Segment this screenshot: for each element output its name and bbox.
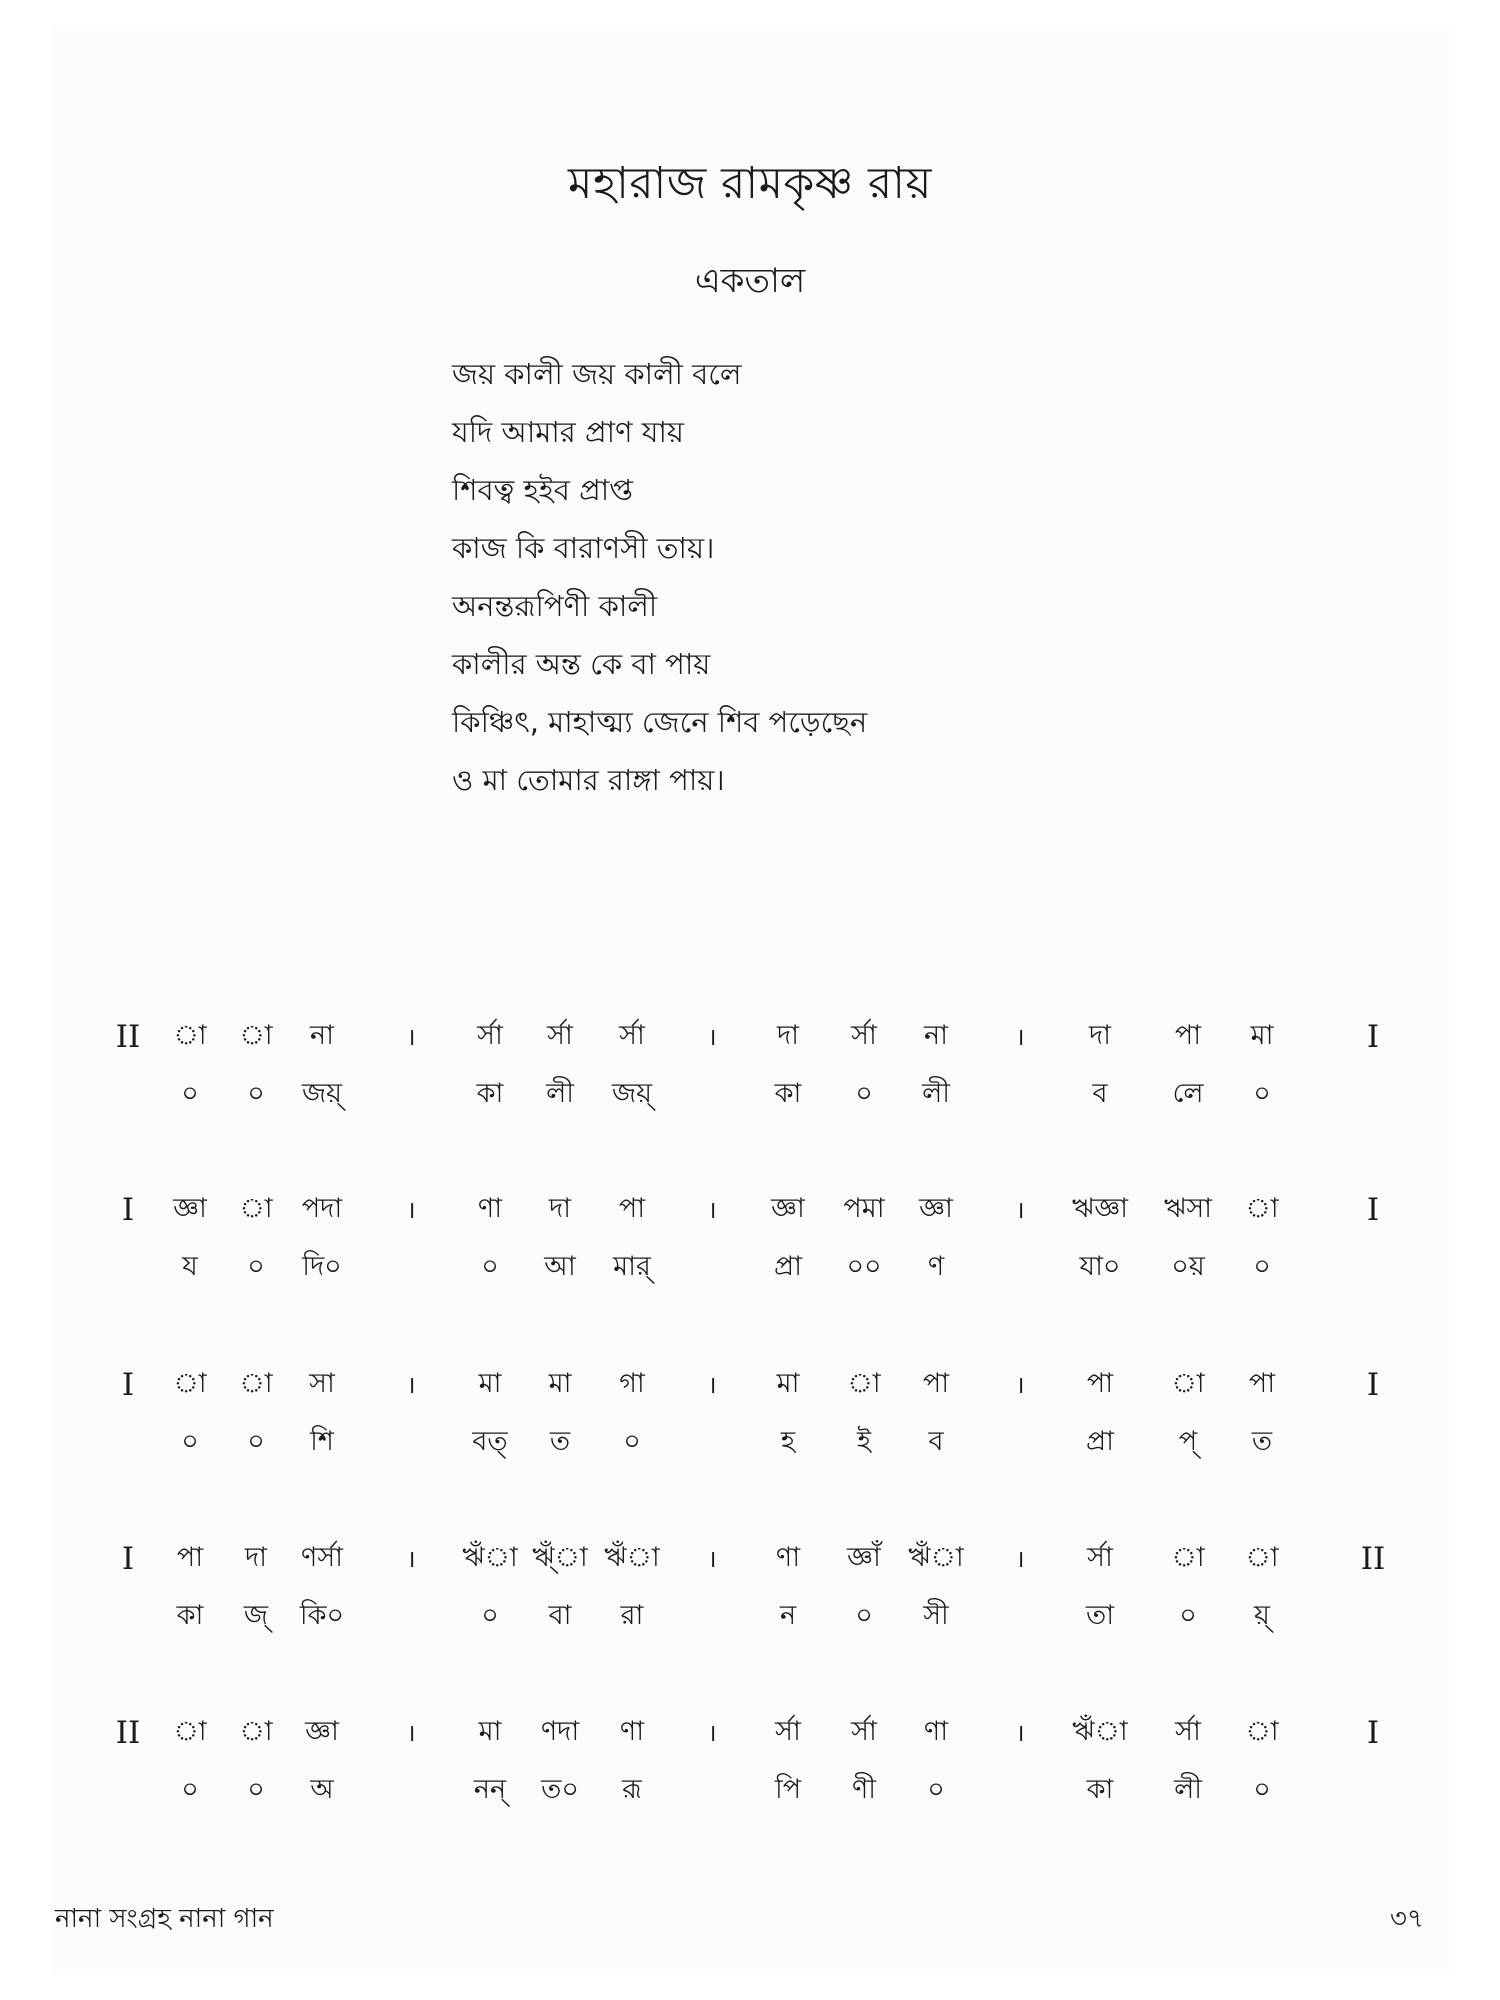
bani-syllable: নন্ [473, 1774, 507, 1805]
beat-separator: । [406, 1719, 416, 1747]
bani-syllable: ০ [181, 1774, 199, 1805]
beat-separator: । [406, 1023, 416, 1051]
bani-syllable: ০ [855, 1600, 873, 1631]
swara-note: া [847, 1368, 881, 1399]
swara-note: পা [618, 1193, 646, 1224]
bani-syllable: লী [546, 1078, 574, 1109]
swara-note: পা [922, 1368, 950, 1399]
swara-note: ঋ্ঁা [532, 1542, 588, 1573]
swara-note: ঋসা [1164, 1193, 1212, 1224]
swara-note: ণা [477, 1193, 503, 1224]
swara-note: র্সা [547, 1020, 573, 1051]
bani-syllable: ০০ [846, 1251, 882, 1282]
bani-syllable: দি০ [302, 1251, 342, 1282]
beat-separator: । [707, 1371, 717, 1399]
bani-syllable: ০য় [1171, 1251, 1205, 1282]
bani-syllable: ০ [1253, 1251, 1271, 1282]
beat-separator: । [406, 1196, 416, 1224]
bani-syllable: ০ [481, 1251, 499, 1282]
swara-note: পা [1248, 1368, 1276, 1399]
bani-syllable: পি [774, 1774, 802, 1805]
swara-note: পা [1174, 1020, 1202, 1051]
bani-syllable: ণী [851, 1774, 877, 1805]
lyric-line: কিঞ্চিৎ, মাহাত্ম্য জেনে শিব পড়েছেন [452, 705, 868, 739]
swara-note: র্সা [477, 1020, 503, 1051]
swara-note: া [239, 1716, 273, 1747]
beat-separator: । [707, 1545, 717, 1573]
lyric-line: কাজ কি বারাণসী তায়। [452, 531, 715, 565]
bani-syllable: ০ [1253, 1078, 1271, 1109]
bani-syllable: ণ [927, 1251, 945, 1282]
swara-note: সা [309, 1368, 335, 1399]
bani-syllable: আ [544, 1251, 576, 1282]
bar-line-start: I [121, 1367, 135, 1403]
swara-note: া [239, 1193, 273, 1224]
swara-note: দা [776, 1020, 800, 1051]
beat-separator: । [406, 1545, 416, 1573]
swara-note: ঋজ্ঞা [1071, 1193, 1129, 1224]
bani-syllable: ০ [927, 1774, 945, 1805]
bar-line-start: I [121, 1192, 135, 1228]
bani-syllable: শি [310, 1426, 334, 1457]
swara-note: মা [1250, 1020, 1274, 1051]
bani-syllable: কা [1086, 1774, 1114, 1805]
bani-syllable: মার্ [613, 1251, 651, 1282]
swara-note: জ্ঞা [305, 1716, 339, 1747]
bani-syllable: লে [1172, 1078, 1204, 1109]
bar-line-start: II [115, 1715, 141, 1751]
bani-syllable: য [182, 1251, 198, 1282]
bani-syllable: ০ [247, 1426, 265, 1457]
swara-note: পদা [301, 1193, 343, 1224]
beat-separator: । [1015, 1719, 1025, 1747]
bani-syllable: লী [922, 1078, 950, 1109]
bani-syllable: অ [310, 1774, 334, 1805]
bani-syllable: বা [548, 1600, 572, 1631]
bani-syllable: ০ [247, 1078, 265, 1109]
bani-syllable: ০ [855, 1078, 873, 1109]
lyric-line: যদি আমার প্রাণ যায় [452, 415, 684, 449]
bani-syllable: ত [549, 1426, 571, 1457]
bani-syllable: রূ [622, 1774, 642, 1805]
swara-note: ণর্সা [301, 1542, 343, 1573]
bani-syllable: ০ [247, 1251, 265, 1282]
swara-note: র্সা [851, 1020, 877, 1051]
swara-note: জ্ঞাঁ [847, 1542, 881, 1573]
bani-syllable: ন [779, 1600, 797, 1631]
lyric-line: কালীর অন্ত কে বা পায় [452, 647, 711, 681]
bani-syllable: জ্ [243, 1600, 269, 1631]
swara-note: জ্ঞা [173, 1193, 207, 1224]
bani-syllable: ০ [1179, 1600, 1197, 1631]
bani-syllable: জয়্ [301, 1078, 343, 1109]
swara-note: ণা [775, 1542, 801, 1573]
swara-note: ণদা [540, 1716, 580, 1747]
swara-note: না [310, 1020, 334, 1051]
bani-syllable: সী [923, 1600, 949, 1631]
bar-line-end: I [1366, 1715, 1380, 1751]
beat-separator: । [1015, 1545, 1025, 1573]
bani-syllable: ব [1092, 1078, 1108, 1109]
book-title: নানা সংগ্রহ নানা গান [55, 1904, 274, 1934]
lyric-line: জয় কালী জয় কালী বলে [452, 357, 742, 391]
swara-note: র্সা [775, 1716, 801, 1747]
swara-note: ঋঁা [1072, 1716, 1128, 1747]
bani-syllable: ০ [623, 1426, 641, 1457]
bani-syllable: হ [780, 1426, 796, 1457]
swara-note: পা [1086, 1368, 1114, 1399]
swara-note: া [1245, 1542, 1279, 1573]
swara-note: া [239, 1020, 273, 1051]
swara-note: দা [1088, 1020, 1112, 1051]
bani-syllable: ই [856, 1426, 872, 1457]
swara-note: মা [776, 1368, 800, 1399]
swara-note: ঋঁা [604, 1542, 660, 1573]
swara-note: দা [548, 1193, 572, 1224]
bani-syllable: ০ [247, 1774, 265, 1805]
lyric-line: অনন্তরূপিণী কালী [452, 589, 658, 623]
bani-syllable: যা০ [1079, 1251, 1121, 1282]
bar-line-start: I [121, 1541, 135, 1577]
swara-note: না [924, 1020, 948, 1051]
beat-separator: । [707, 1719, 717, 1747]
bani-syllable: কা [176, 1600, 204, 1631]
swara-note: া [1245, 1716, 1279, 1747]
swara-note: া [239, 1368, 273, 1399]
bani-syllable: প্ [1178, 1426, 1198, 1457]
swara-note: ণা [619, 1716, 645, 1747]
swara-note: মা [548, 1368, 572, 1399]
lyric-line: শিবত্ব হইব প্রাপ্ত [452, 473, 634, 507]
swara-note: পা [176, 1542, 204, 1573]
swara-note: র্সা [619, 1020, 645, 1051]
swara-note: র্সা [1087, 1542, 1113, 1573]
bani-syllable: প্রা [774, 1251, 802, 1282]
swara-note: পমা [843, 1193, 885, 1224]
bani-syllable: প্রা [1086, 1426, 1114, 1457]
song-title: মহারাজ রামকৃষ্ণ রায় [568, 158, 932, 209]
swara-note: র্সা [1175, 1716, 1201, 1747]
bani-syllable: ব [928, 1426, 944, 1457]
bani-syllable: ০ [481, 1600, 499, 1631]
bar-line-start: II [115, 1019, 141, 1055]
bani-syllable: লী [1174, 1774, 1202, 1805]
swara-note: া [1171, 1368, 1205, 1399]
swara-note: মা [478, 1368, 502, 1399]
swara-note: ঋঁা [462, 1542, 518, 1573]
beat-separator: । [707, 1023, 717, 1051]
beat-separator: । [1015, 1196, 1025, 1224]
bani-syllable: ০ [181, 1078, 199, 1109]
bar-line-end: I [1366, 1019, 1380, 1055]
bar-line-end: I [1366, 1192, 1380, 1228]
bani-syllable: ০ [181, 1426, 199, 1457]
bani-syllable: ত০ [541, 1774, 579, 1805]
page-number: ৩৭ [1390, 1904, 1424, 1934]
swara-note: জ্ঞা [771, 1193, 805, 1224]
swara-note: ঋঁা [908, 1542, 964, 1573]
bani-syllable: কি০ [299, 1600, 345, 1631]
bani-syllable: কা [774, 1078, 802, 1109]
swara-note: দা [244, 1542, 268, 1573]
swara-note: গা [619, 1368, 645, 1399]
tala-name: একতাল [694, 261, 806, 301]
swara-note: া [1171, 1542, 1205, 1573]
swara-note: া [173, 1020, 207, 1051]
swara-note: র্সা [851, 1716, 877, 1747]
lyric-line: ও মা তোমার রাঙ্গা পায়। [452, 763, 725, 797]
bani-syllable: য়্ [1254, 1600, 1270, 1631]
beat-separator: । [707, 1196, 717, 1224]
swara-note: া [173, 1716, 207, 1747]
bani-syllable: ত [1251, 1426, 1273, 1457]
bar-line-end: I [1366, 1367, 1380, 1403]
swara-note: া [173, 1368, 207, 1399]
bani-syllable: কা [476, 1078, 504, 1109]
swara-note: ণা [923, 1716, 949, 1747]
swara-note: জ্ঞা [919, 1193, 953, 1224]
swara-note: মা [478, 1716, 502, 1747]
bani-syllable: জয়্ [611, 1078, 653, 1109]
bani-syllable: বত্ [472, 1426, 508, 1457]
swara-note: া [1245, 1193, 1279, 1224]
beat-separator: । [1015, 1371, 1025, 1399]
bar-line-end: II [1360, 1541, 1386, 1577]
bani-syllable: রা [620, 1600, 644, 1631]
beat-separator: । [1015, 1023, 1025, 1051]
bani-syllable: তা [1085, 1600, 1115, 1631]
beat-separator: । [406, 1371, 416, 1399]
bani-syllable: ০ [1253, 1774, 1271, 1805]
